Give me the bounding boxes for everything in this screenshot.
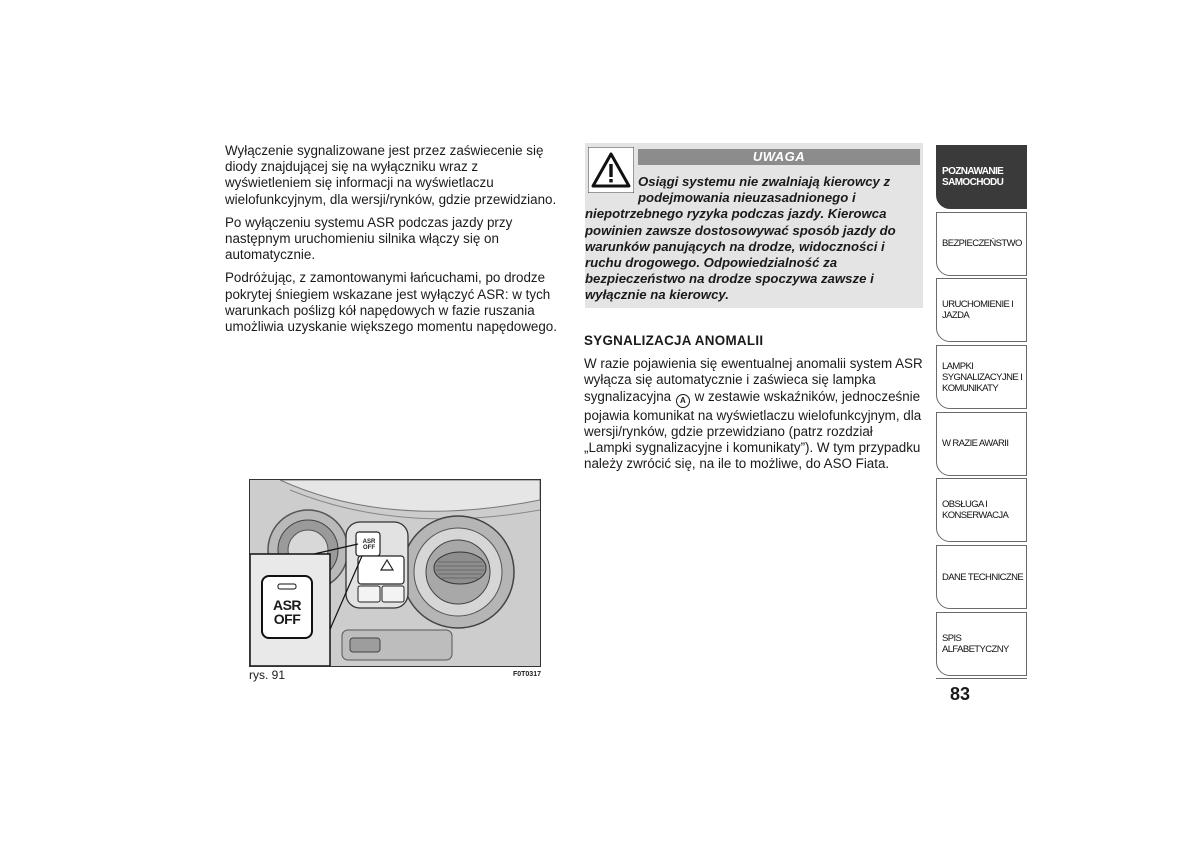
chapter-tabs bbox=[936, 145, 1027, 679]
warning-box bbox=[585, 143, 923, 308]
tab-label: JAZDA bbox=[942, 310, 970, 322]
tab-obsluga-i-konserwacja[interactable] bbox=[936, 478, 1027, 542]
tab-label: OBSŁUGA I bbox=[942, 499, 988, 511]
off-label: OFF bbox=[363, 545, 375, 551]
warning-title: UWAGA bbox=[638, 149, 920, 165]
figure-code: F0T0317 bbox=[512, 671, 541, 678]
tab-label: SYGNALIZACYJNE I bbox=[942, 371, 1023, 383]
tab-label: W RAZIE AWARII bbox=[942, 438, 1009, 450]
tab-bezpieczenstwo[interactable] bbox=[936, 212, 1027, 276]
tab-label: SAMOCHODU bbox=[942, 177, 1004, 188]
tab-label: POZNAWANIE bbox=[942, 166, 1004, 177]
tab-label: SPIS ALFABETYCZNY bbox=[942, 632, 1009, 655]
off-label: OFF bbox=[273, 611, 301, 627]
tab-poznawanie-samochodu[interactable] bbox=[936, 145, 1027, 209]
asr-warning-lamp-icon: A bbox=[676, 394, 690, 408]
tab-label: LAMPKI bbox=[942, 360, 974, 372]
paragraph-text-part: W razie pojawienia się ewentualnej anomalii system ASR wyłącza się automatycznie i zaświeca się lampka sygnalizacyjna bbox=[584, 356, 923, 404]
tab-spis-alfabetyczny[interactable] bbox=[936, 612, 1027, 676]
tab-dane-techniczne[interactable] bbox=[936, 545, 1027, 609]
tab-w-razie-awarii[interactable] bbox=[936, 412, 1027, 476]
warning-text: Osiągi systemu nie zwalniają kierowcy z podejmowania nieuzasadnionego i niepotrzebnego ryzyka podczas jazdy. Kierowca powinien zawsze dostosowywać sposób jazdy do warunków panujących na drodze, widoczności i ruchu drogowego. Odpowiedzialność za bezpieczeństwo na drodze spoczywa zawsze i wyłącznie na kierowcy. bbox=[585, 174, 896, 303]
tab-lampki-sygnalizacyjne[interactable] bbox=[936, 345, 1027, 409]
figure-caption bbox=[249, 668, 541, 684]
section-heading: SYGNALIZACJA ANOMALII bbox=[584, 333, 764, 348]
tab-label: KOMUNIKATY bbox=[942, 382, 999, 394]
left-column bbox=[225, 143, 565, 342]
tab-label: BEZPIECZEŃSTWO bbox=[942, 238, 1022, 250]
right-column bbox=[584, 333, 924, 472]
paragraph: Po wyłączeniu systemu ASR podczas jazdy przy następnym uruchomieniu silnika włączy się on automatycznie. bbox=[225, 214, 513, 263]
asr-label: ASR bbox=[362, 539, 376, 545]
paragraph bbox=[584, 356, 924, 472]
tab-uruchomienie-i-jazda[interactable] bbox=[936, 278, 1027, 342]
asr-label: ASR bbox=[272, 597, 302, 613]
asr-button-small-label bbox=[358, 539, 380, 551]
paragraph-text-part: w zestawie wskaźników, jednocześnie pojawia komunikat na wyświetlaczu wielofunkcyjnym, dla wersji/rynków, gdzie przewidziano (patrz rozdział „Lampki sygnalizacyjne i komunikaty”). W tym przypadku należy zwrócić się, na ile to możliwe, do ASO Fiata. bbox=[584, 388, 922, 472]
tab-label: URUCHOMIENIE I bbox=[942, 299, 1014, 311]
paragraph: Wyłączenie sygnalizowane jest przez zaświecenie się diody znajdującej się na wyłączniku wraz z wyświetleniem się informacji na wyświetlaczu wielofunkcyjnym, dla wersji/rynków, gdzie przewidziano. bbox=[225, 143, 557, 207]
paragraph: Podróżując, z zamontowanymi łańcuchami, po drodze pokrytej śniegiem wskazane jest wyłączyć ASR: w tych warunkach poślizg kół napędowych w fazie ruszania umożliwia uzyskanie większego momentu napędowego. bbox=[225, 270, 557, 335]
tab-label: DANE TECHNICZNE bbox=[942, 571, 1024, 583]
figure-asr-switch bbox=[249, 479, 541, 667]
warning-text-block bbox=[585, 174, 923, 304]
page-number: 83 bbox=[950, 684, 971, 704]
figure-number: rys. 91 bbox=[249, 668, 286, 682]
tab-label: KONSERWACJA bbox=[942, 510, 1009, 522]
asr-button-large-label bbox=[262, 598, 312, 626]
page-number-rule bbox=[936, 678, 1027, 679]
dashboard-illustration bbox=[250, 480, 540, 666]
